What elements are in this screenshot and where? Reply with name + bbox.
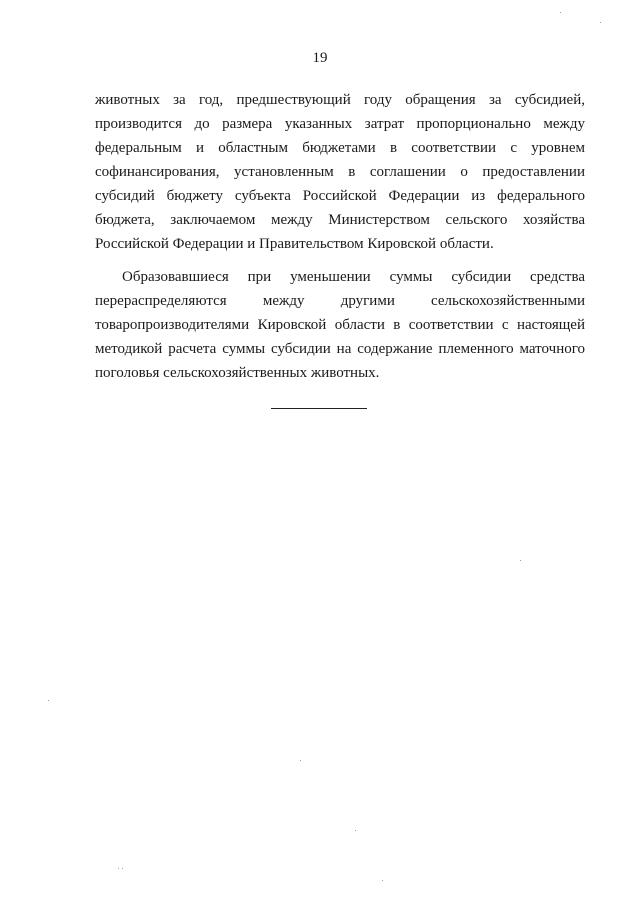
paragraph-2: [95, 265, 585, 385]
text-line: Образовавшиеся при уменьшении суммы субсидии средства: [122, 269, 585, 285]
text-line: бюджета, заключаемом между Министерством сельского хозяйства: [95, 212, 585, 228]
paragraph-1: [95, 88, 585, 256]
text-line: перераспределяются между другими сельскохозяйственными: [95, 293, 585, 309]
text-line: софинансирования, установленным в соглашении о предоставлении: [95, 164, 585, 180]
end-separator-line: [271, 408, 367, 409]
text-line: субсидий бюджету субъекта Российской Федерации из федерального: [95, 188, 585, 204]
text-line: поголовья сельскохозяйственных животных.: [95, 365, 380, 381]
text-line: федеральным и областным бюджетами в соответствии с уровнем: [95, 140, 585, 156]
text-line: Российской Федерации и Правительством Кировской области.: [95, 236, 494, 252]
text-line: животных за год, предшествующий году обращения за субсидией,: [95, 92, 585, 108]
text-line: методикой расчета суммы субсидии на содержание племенного маточного: [95, 341, 585, 357]
paragraph-gap: [95, 256, 585, 265]
text-line: производится до размера указанных затрат пропорционально между: [95, 116, 585, 132]
page-number: 19: [312, 50, 328, 66]
document-body: [95, 88, 585, 385]
text-line: товаропроизводителями Кировской области в соответствии с настоящей: [95, 317, 585, 333]
